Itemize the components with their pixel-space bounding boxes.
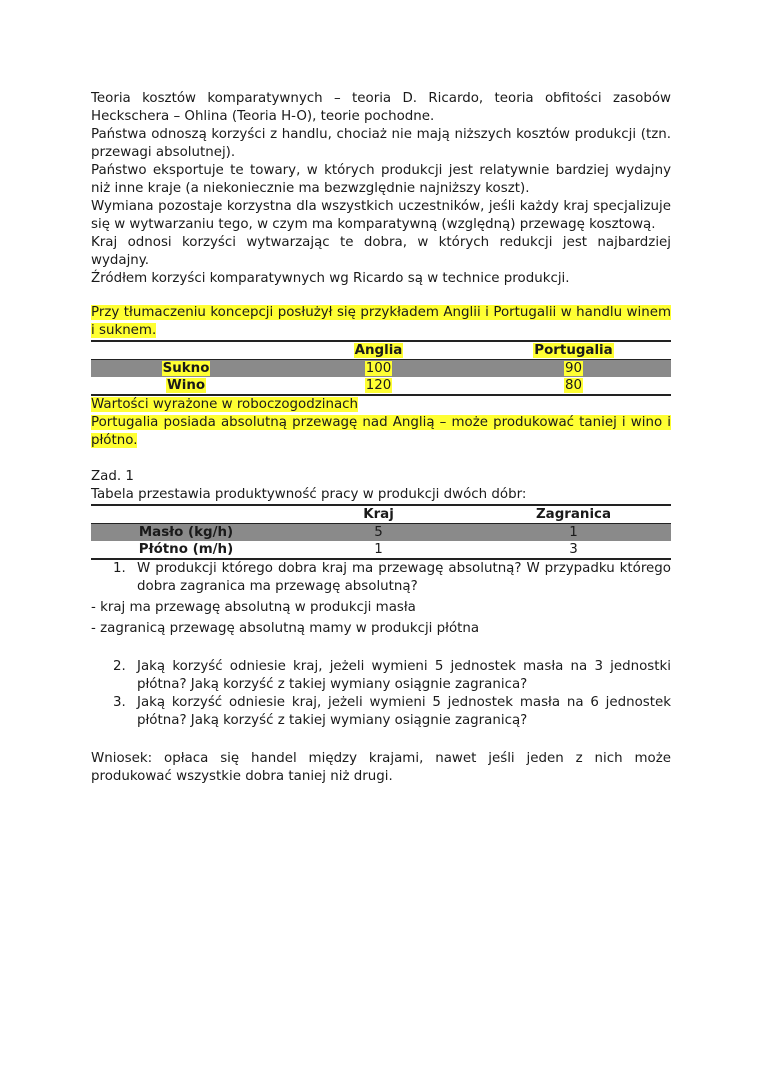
conclusion: Wniosek: opłaca się handel między krajami, nawet jeśli jeden z nich może produkować wszystkie dobra taniej niż drugi. bbox=[91, 751, 671, 784]
table-header-empty bbox=[91, 505, 281, 524]
table-cell: 100 bbox=[281, 360, 476, 378]
document-body bbox=[91, 90, 671, 786]
table-header-zagranica: Zagranica bbox=[476, 505, 671, 524]
intro-paragraph-3: Państwo eksportuje te towary, w których produkcji jest relatywnie bardziej wydajny niż inne kraje (a niekoniecznie ma bezwzględnie najniższy koszt). bbox=[91, 163, 671, 196]
intro-paragraph-5: Kraj odnosi korzyści wytwarzając te dobra, w których redukcji jest najbardziej wydajny. bbox=[91, 235, 671, 268]
exercise-title: Zad. 1 bbox=[91, 469, 134, 484]
exercise-description: Tabela przestawia produktywność pracy w produkcji dwóch dóbr: bbox=[91, 487, 527, 502]
table-header-row bbox=[91, 505, 671, 524]
row-label: Masło (kg/h) bbox=[91, 524, 281, 542]
answer-1: - kraj ma przewagę absolutną w produkcji masła bbox=[91, 600, 416, 615]
row-label: Sukno bbox=[91, 360, 281, 378]
table-cell: 90 bbox=[476, 360, 671, 378]
productivity-table bbox=[91, 504, 671, 560]
table-header-row bbox=[91, 341, 671, 360]
table-cell: 120 bbox=[281, 377, 476, 395]
ricardo-intro: Przy tłumaczeniu koncepcji posłużył się przykładem Anglii i Portugalii w handlu winem i suknem. bbox=[91, 305, 671, 338]
table-cell: 1 bbox=[281, 541, 476, 559]
table-header-kraj: Kraj bbox=[281, 505, 476, 524]
table-cell: 5 bbox=[281, 524, 476, 542]
table-row bbox=[91, 377, 671, 395]
table-cell: 80 bbox=[476, 377, 671, 395]
question-list-1 bbox=[91, 560, 671, 596]
table-header-anglia: Anglia bbox=[281, 341, 476, 360]
table-header-portugalia: Portugalia bbox=[476, 341, 671, 360]
row-label: Płótno (m/h) bbox=[91, 541, 281, 559]
ricardo-note-1: Wartości wyrażone w roboczogodzinach bbox=[91, 397, 359, 412]
table-cell: 1 bbox=[476, 524, 671, 542]
ricardo-note-2: Portugalia posiada absolutną przewagę nad Anglią – może produkować taniej i wino i płótno. bbox=[91, 415, 671, 448]
intro-paragraph-6: Źródłem korzyści komparatywnych wg Ricardo są w technice produkcji. bbox=[91, 271, 570, 286]
ricardo-table bbox=[91, 340, 671, 396]
list-item: 2. Jaką korzyść odniesie kraj, jeżeli wymieni 5 jednostek masła na 3 jednostki płótna? Jaką korzyść z takiej wymiany osiągnie zagranica? bbox=[113, 659, 671, 692]
question-list-2 bbox=[91, 658, 671, 730]
table-cell: 3 bbox=[476, 541, 671, 559]
list-item: 3. Jaką korzyść odniesie kraj, jeżeli wymieni 5 jednostek masła na 6 jednostek płótna? Jaką korzyść z takiej wymiany osiągnie zagranicą? bbox=[113, 695, 671, 728]
intro-paragraph-4: Wymiana pozostaje korzystna dla wszystkich uczestników, jeśli każdy kraj specjalizuje się w wytwarzaniu tego, w czym ma komparatywną (względną) przewagę kosztową. bbox=[91, 199, 671, 232]
table-row bbox=[91, 524, 671, 542]
table-row bbox=[91, 541, 671, 559]
answer-2: - zagranicą przewagę absolutną mamy w produkcji płótna bbox=[91, 621, 480, 636]
table-header-empty bbox=[91, 341, 281, 360]
table-row bbox=[91, 360, 671, 378]
list-item: 1. W produkcji którego dobra kraj ma przewagę absolutną? W przypadku którego dobra zagranica ma przewagę absolutną? bbox=[113, 561, 671, 594]
intro-paragraph-2: Państwa odnoszą korzyści z handlu, chociaż nie mają niższych kosztów produkcji (tzn. przewagi absolutnej). bbox=[91, 127, 671, 160]
intro-paragraph-1: Teoria kosztów komparatywnych – teoria D. Ricardo, teoria obfitości zasobów Heckschera – Ohlina (Teoria H-O), teorie pochodne. bbox=[91, 91, 671, 124]
row-label: Wino bbox=[91, 377, 281, 395]
